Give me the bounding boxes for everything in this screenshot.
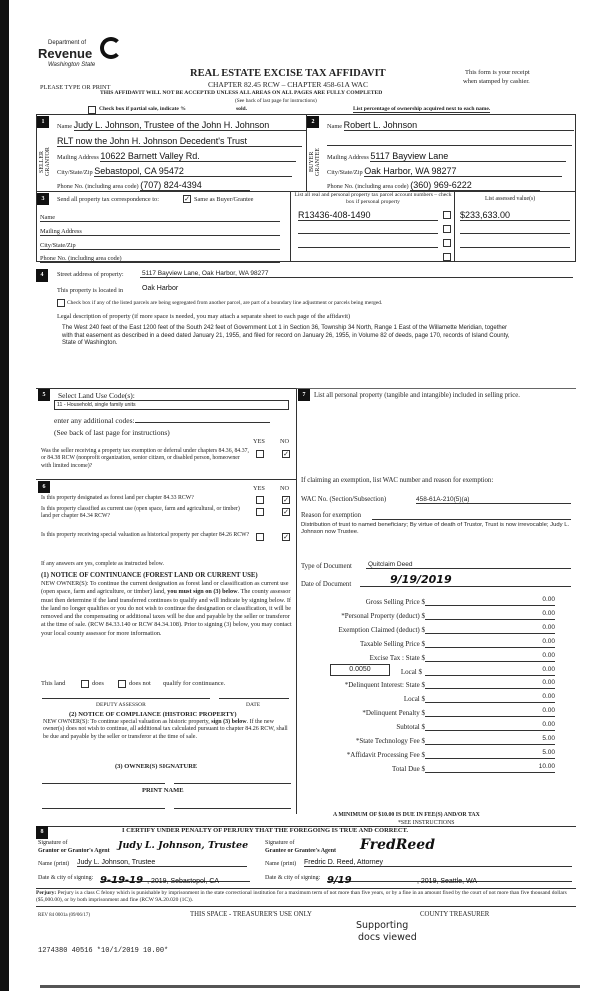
print-name-line[interactable]: [174, 808, 291, 809]
scan-edge: [0, 0, 9, 991]
segregated-checkbox[interactable]: [57, 299, 65, 307]
label: Date & city of signing:: [265, 875, 321, 881]
buyer-name-field-2[interactable]: [327, 145, 572, 146]
section-number: 5: [38, 389, 50, 401]
label: This land: [41, 680, 66, 687]
tax-row-label: *Affidavit Processing Fee $: [346, 750, 425, 759]
personal-property-checkbox[interactable]: [443, 239, 451, 247]
does-checkbox[interactable]: [81, 680, 89, 688]
parcel-number-field[interactable]: [298, 233, 438, 234]
local-rate-field[interactable]: 0.0050: [330, 664, 390, 676]
doc-date-field[interactable]: 9/19/2019: [360, 573, 571, 587]
receipt-note-2: when stamped by cashier.: [463, 78, 530, 85]
print-name-line[interactable]: [42, 808, 165, 809]
label: qualify for continuance.: [163, 680, 226, 687]
tax-row-label: *Delinquent Interest: State $: [344, 681, 425, 690]
tax-row-value[interactable]: 0.00: [425, 652, 555, 662]
logo-state: Washington State: [48, 62, 96, 68]
exemption-label: If claiming an exemption, list WAC number and reason for exemption:: [301, 477, 494, 484]
exemption-question: Was the seller receiving a property tax exemption or deferral under chapters 84.36, 84.37, or 84.38 RCW (nonprofit organization, senior citizen, or disabled person, homeowner with limited income)?: [41, 448, 249, 469]
forest-question: Is this property designated as forest land per chapter 84.33 RCW?: [41, 495, 194, 501]
divider: [36, 479, 297, 480]
label: Date & city of signing:: [38, 875, 94, 881]
tax-row-label: Excise Tax : State $: [369, 653, 425, 662]
perjury-text: Perjury is a class C felony which is punishable by imprisonment in the state correctional institution for a maximum term of not more than five years, or by a fine in an amount fixed by the court of not more than five thousand dollars ($5,000.00), or by both imprisonment and fine (RCW 9A.20.020 (1C)).: [36, 890, 567, 904]
buyer-phone-field[interactable]: (360) 969-6222: [410, 180, 540, 191]
ownership-note: List percentage of ownership acquired next to each name.: [353, 106, 491, 112]
additional-codes-field[interactable]: [135, 415, 270, 423]
owner-signature-line[interactable]: [42, 783, 165, 784]
tax-row-value[interactable]: 0.00: [425, 693, 555, 703]
treasurer-space: THIS SPACE - TREASURER'S USE ONLY: [190, 911, 312, 918]
notice-compliance-title: (2) NOTICE OF COMPLIANCE (HISTORIC PROPERTY): [69, 711, 237, 718]
seller-side-label: SELLER GRANTOR: [39, 147, 51, 177]
label: City/State/Zip: [57, 169, 93, 176]
form-title: REAL ESTATE EXCISE TAX AFFIDAVIT: [190, 68, 386, 79]
owner-signature-line[interactable]: [174, 783, 291, 784]
parcel-number-field[interactable]: [298, 261, 438, 262]
text-bold: sign (3) below: [211, 719, 247, 725]
located-in-field[interactable]: Oak Harbor: [142, 285, 179, 292]
label: Street address of property:: [57, 271, 124, 278]
seller-name-field[interactable]: Judy L. Johnson, Trustee of the John H. Johnson: [74, 120, 307, 131]
section-number: 8: [36, 826, 48, 839]
perjury-notice: [36, 890, 576, 905]
tax-row-label: *State Technology Fee $: [355, 737, 425, 745]
tax-row-value[interactable]: 0.00: [425, 596, 555, 606]
tax-row-label: Subtotal $: [396, 723, 425, 732]
grantor-name-field[interactable]: Judy L. Johnson, Trustee: [77, 859, 247, 867]
buyer-name-field[interactable]: Robert L. Johnson: [344, 120, 574, 131]
historic-question: Is this property receiving special valuation as historical property per chapter 84.26 RCW?: [41, 532, 250, 538]
section-number: 3: [37, 193, 49, 205]
legal-label: Legal description of property (if more space is needed, you may attach a separate sheet to each page of the affidavit): [57, 313, 351, 320]
doc-date-label: Date of Document: [301, 581, 352, 588]
tax-row-value[interactable]: 5.00: [425, 749, 555, 759]
personal-property-checkbox[interactable]: [443, 211, 451, 219]
yes-checkbox[interactable]: [256, 508, 264, 516]
seller-phone-field[interactable]: (707) 824-4394: [140, 180, 250, 191]
assessed-header: List assessed value(s): [485, 196, 536, 202]
yes-checkbox[interactable]: [256, 496, 264, 504]
county-treasurer: COUNTY TREASURER: [420, 911, 490, 918]
grantor-signature[interactable]: Judy L. Johnson, Trustee: [118, 840, 249, 851]
tax-row-value[interactable]: 0.00: [425, 666, 555, 676]
date-label: DATE: [246, 702, 261, 708]
stamp-line-2: docs viewed: [358, 932, 417, 943]
personal-property-label: List all personal property (tangible and intangible) included in selling price.: [314, 392, 520, 399]
same-as-buyer-label: Same as Buyer/Grantee: [194, 196, 254, 203]
no-checkbox[interactable]: ✓: [283, 508, 289, 516]
tax-row-value[interactable]: 0.00: [425, 610, 555, 620]
assessed-value-field[interactable]: $233,633.00: [460, 210, 570, 221]
section-number: 4: [36, 269, 48, 282]
personal-property-checkbox[interactable]: [443, 253, 451, 261]
section-number: 2: [307, 116, 319, 128]
type-print: PLEASE TYPE OR PRINT: [40, 84, 111, 91]
no-header: NO: [280, 438, 290, 445]
parcel-header: List all real and personal property tax parcel account numbers – check box if personal property: [294, 192, 452, 205]
text: NEW OWNER(S): To continue special valuation as historic property,: [43, 719, 210, 725]
text: . If the new owner(s) does not wish to continue, all additional tax calculated pursuant to chapter 84.26 RCW, shall be due and payable by the seller or transferor at the time of sale.: [43, 719, 288, 740]
section-number: 1: [37, 116, 49, 128]
tax-row-value[interactable]: 10.00: [425, 763, 555, 773]
seller-address-field[interactable]: 10622 Barnett Valley Rd.: [100, 151, 296, 162]
label: Mailing Address: [327, 154, 369, 161]
stamp-line-1: Supporting: [356, 920, 409, 931]
date-line[interactable]: [219, 698, 289, 699]
reason-line: [372, 519, 571, 520]
label: Grantee or Grantee's Agent: [265, 848, 337, 854]
tax-row-value[interactable]: 5.00: [425, 735, 555, 745]
additional-codes-label: enter any additional codes:: [54, 416, 135, 425]
no-checkbox[interactable]: ✓: [283, 533, 289, 541]
tax-row-value[interactable]: 0.00: [425, 721, 555, 731]
deputy-assessor-line[interactable]: [42, 698, 210, 699]
label: This property is located in: [57, 287, 124, 294]
label: Phone No. (including area code): [327, 183, 409, 190]
buyer-city-field[interactable]: Oak Harbor, WA 98277: [364, 166, 562, 177]
certify-statement: I CERTIFY UNDER PENALTY OF PERJURY THAT THE FOREGOING IS TRUE AND CORRECT.: [122, 827, 409, 834]
label: City/State/Zip: [327, 169, 363, 176]
seller-name-field-2[interactable]: RLT now the John H. Johnson Decedent's Trust: [57, 136, 302, 147]
tax-row-value[interactable]: 0.00: [425, 679, 555, 689]
label: Grantor or Grantor's Agent: [38, 848, 110, 854]
corr-phone-field[interactable]: Phone No. (including area code): [40, 255, 280, 263]
assessed-value-field[interactable]: [460, 233, 570, 234]
text: . The county assessor must then determine if the land transferred continues to qualify and will indicate by signing below. If the land no longer qualifies or you do not wish to continue the designation or classification, it will be removed and the compensating or additional taxes will be due and payable by the seller or transferor at the time of sale. (RCW 84.33.140 or RCW 84.34.108). Prior to signing (3) below, you may contact your local county assessor for more information.: [41, 588, 292, 637]
land-use-code-select[interactable]: 11 - Household, single family units: [54, 400, 289, 410]
logo-revenue: Revenue: [38, 46, 93, 61]
perjury-label: Perjury:: [36, 890, 57, 896]
tax-row-label: Total Due $: [392, 764, 425, 773]
grantor-city: , 2019, Sebastopol, CA: [147, 878, 220, 885]
receipt-stamp: 1274380 40516 *10/1/2019 10.00*: [38, 947, 169, 955]
wac-field[interactable]: 458-61A-210(5)(a): [416, 496, 571, 504]
tax-row-value[interactable]: 0.00: [425, 624, 555, 634]
owner-signature-title: (3) OWNER(S) SIGNATURE: [115, 763, 198, 770]
current-use-question: Is this property classified as current use (open space, farm and agricultural, or timber) land per chapter 84.34 RCW?: [41, 506, 240, 520]
if-yes-note: If any answers are yes, complete as instructed below.: [41, 561, 164, 567]
notice-continuance-title: (1) NOTICE OF CONTINUANCE (FOREST LAND OR CURRENT USE): [41, 572, 258, 579]
tax-row-label: *Personal Property (deduct) $: [341, 611, 425, 620]
send-correspondence-label: Send all property tax correspondence to:: [57, 196, 159, 203]
yes-checkbox[interactable]: [256, 450, 264, 458]
buyer-address-field[interactable]: 5117 Bayview Lane: [370, 151, 566, 162]
personal-property-checkbox[interactable]: [443, 225, 451, 233]
tax-row-value[interactable]: 0.00: [425, 638, 555, 648]
tax-row-label: Exemption Claimed (deduct) $: [338, 625, 425, 634]
assessed-value-field[interactable]: [460, 261, 570, 262]
parcel-number-field[interactable]: [298, 247, 438, 248]
tax-row-label: Taxable Selling Price $: [359, 639, 425, 648]
no-checkbox[interactable]: ✓: [283, 496, 289, 504]
grantee-date-field[interactable]: [327, 870, 572, 886]
street-address-field[interactable]: 5117 Bayview Lane, Oak Harbor, WA 98277: [140, 270, 573, 278]
label: Name (print): [265, 861, 297, 867]
form-revision: REV 84 0001a (09/06/17): [38, 913, 90, 918]
doc-type-field[interactable]: Quitclaim Deed: [366, 561, 571, 569]
label: Signature of: [38, 840, 68, 846]
doc-type-label: Type of Document: [301, 563, 352, 570]
assessed-value-field[interactable]: [460, 247, 570, 248]
see-back-note: (See back of last page for instructions): [54, 428, 170, 437]
text-bold: you must sign on (3) below: [167, 588, 238, 596]
label: Signature of: [265, 840, 295, 846]
parcel-number-field[interactable]: R13436-408-1490: [298, 210, 438, 221]
receipt-note-1: This form is your receipt: [465, 69, 530, 76]
does-not-checkbox[interactable]: [118, 680, 126, 688]
sold-label: sold.: [236, 106, 248, 112]
land-use-label: Select Land Use Code(s):: [58, 391, 135, 400]
grantee-signature[interactable]: FredReed: [360, 837, 436, 853]
tax-row-label: Gross Selling Price $: [365, 598, 425, 606]
partial-sale-checkbox[interactable]: [88, 106, 96, 114]
grantee-city: , 2019, Seattle, WA: [417, 878, 478, 885]
seller-city-field[interactable]: Sebastopol, CA 95472: [94, 166, 292, 177]
label: Name: [327, 123, 343, 130]
corr-address-field[interactable]: Mailing Address: [40, 228, 280, 236]
tax-row-value[interactable]: 0.00: [425, 707, 555, 717]
tax-row-label: *Delinquent Penalty $: [362, 709, 425, 718]
label: Name (print): [38, 861, 70, 867]
tax-row-label: Local $: [400, 667, 422, 676]
warning: THIS AFFIDAVIT WILL NOT BE ACCEPTED UNLESS ALL AREAS ON ALL PAGES ARE FULLY COMPLETED: [100, 90, 383, 96]
label: Phone No. (including area code): [57, 183, 139, 190]
corr-city-field[interactable]: City/State/Zip: [40, 242, 280, 250]
print-name-label: PRINT NAME: [142, 787, 184, 794]
label: Name: [57, 123, 73, 130]
grantee-date: 9/19: [327, 875, 352, 886]
divider: [36, 906, 576, 907]
partial-label: Check box if partial sale, indicate %: [99, 106, 186, 112]
notice-continuance-text: [41, 580, 293, 638]
grantor-date: 9-19-19: [100, 875, 144, 886]
tax-row-label: Local $: [403, 695, 425, 704]
corr-name-field[interactable]: Name: [40, 214, 280, 222]
scan-edge-bottom: [40, 985, 580, 988]
yes-header: YES: [253, 438, 265, 445]
deputy-label: DEPUTY ASSESSOR: [96, 702, 146, 708]
grantor-date-field[interactable]: [100, 870, 250, 886]
divider: [36, 888, 576, 889]
section-number: 7: [298, 389, 310, 401]
chapter: CHAPTER 82.45 RCW – CHAPTER 458-61A WAC: [208, 80, 368, 89]
same-as-buyer-checkbox[interactable]: ✓: [184, 195, 190, 203]
text: NEW OWNER(S): To continue the current designation as forest land or classification as current use (open space, farm and agriculture, or timber) land,: [41, 580, 289, 596]
see-instructions: *SEE INSTRUCTIONS: [398, 820, 455, 826]
notice-compliance-text: [43, 719, 293, 741]
logo-mark-icon: [100, 37, 122, 59]
see-back: (See back of last page for instructions): [235, 98, 317, 104]
logo-dept: Department of: [48, 40, 87, 46]
no-checkbox[interactable]: ✓: [283, 450, 289, 458]
legal-description[interactable]: The West 240 feet of the East 1200 feet of the South 242 feet of Government Lot 1 in Section 36, Township 34 North, Range 1 East of the Willamette Meridian, together with that easement as described in a deed dated January 21, 1955, and filed for record on January 26, 1955, in Volume 82 of deeds, page 170, records of Island County, State of Washington.: [62, 325, 510, 346]
reason-field[interactable]: Distribution of trust to named beneficiary; By virtue of death of Trustor, Trust is now irrevocable; Judy L. Johnson now Trustee.: [301, 522, 570, 536]
grantee-name-field[interactable]: Fredric D. Reed, Attorney: [304, 859, 572, 867]
yes-header: YES: [253, 485, 265, 492]
buyer-side-label: BUYER GRANTEE: [309, 148, 321, 176]
label: does: [92, 680, 104, 687]
label: does not: [129, 680, 151, 687]
wac-label: WAC No. (Section/Subsection): [301, 496, 387, 503]
minimum-note: A MINIMUM OF $10.00 IS DUE IN FEE(S) AND/OR TAX: [333, 812, 480, 818]
label: Mailing Address: [57, 154, 99, 161]
segregated-label: Check box if any of the listed parcels are being segregated from another parcel, are part of a boundary line adjustment or parcels being merged.: [67, 300, 383, 306]
no-header: NO: [280, 485, 290, 492]
reason-label: Reason for exemption: [301, 512, 362, 519]
yes-checkbox[interactable]: [256, 533, 264, 541]
section-number: 6: [38, 481, 50, 493]
